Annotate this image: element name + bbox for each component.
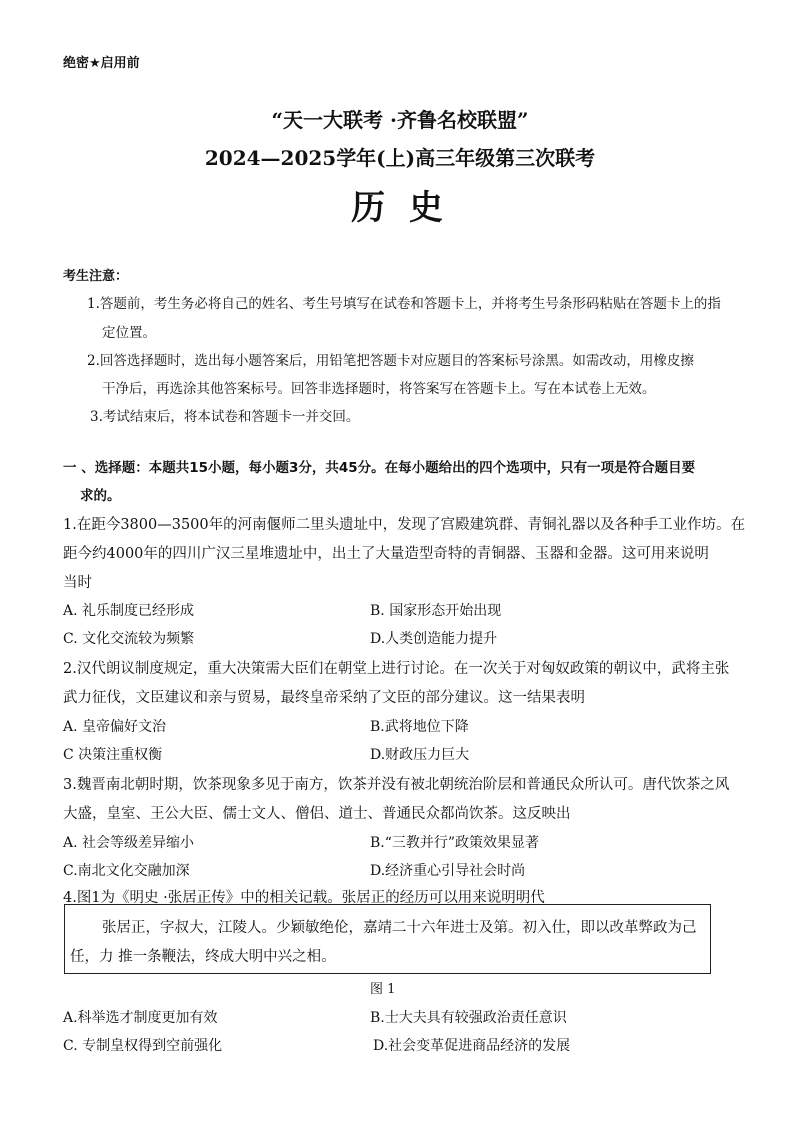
notice-item-3: 3.考试结束后，将本试卷和答题卡一并交回。 [90,409,360,425]
question-4-option-a[interactable]: A.科举选才制度更加有效 [63,1010,218,1026]
question-1-option-b[interactable]: B. 国家形态开始出现 [370,603,502,619]
question-4-stem: 4.图1为《明史 ·张居正传》中的相关记载。张居正的经历可以用来说明明代 [63,890,545,906]
question-1-stem: 1.在距今3800—3500年的河南偃师二里头遗址中，发现了宫殿建筑群、青铜礼器以及各种手工业作坊。在 [63,517,746,533]
source-quote-line-1: 张居正，字叔大，江陵人。少颖敏绝伦，嘉靖二十六年进士及第。初入仕，即以改革弊政为己 [102,920,697,936]
notice-item-1: 1.答题前，考生务必将自己的姓名、考生号填写在试卷和答题卡上，并将考生号条形码粘贴在答题卡上的指 [87,296,721,312]
notice-item-1-cont: 定位置。 [102,325,156,341]
question-3-option-b[interactable]: B.“三教并行”政策效果显著 [370,835,540,851]
secret-label: 绝密★启用前 [63,56,140,71]
subject-title: 历 史 [351,188,449,228]
notice-item-2: 2.回答选择题时，选出每小题答案后，用铅笔把答题卡对应题目的答案标号涂黑。如需改动，用橡皮擦 [87,353,694,369]
question-4-option-b[interactable]: B.士大夫具有较强政治责任意识 [370,1010,567,1026]
question-1-stem-line-2: 距今约4000年的四川广汉三星堆遗址中，出土了大量造型奇特的青铜器、玉器和金器。这可用来说明 [63,546,709,562]
question-2-option-d[interactable]: D.财政压力巨大 [370,747,470,763]
question-2-stem: 2.汉代朗议制度规定，重大决策需大臣们在朝堂上进行讨论。在一次关于对匈奴政策的朝议中，武将主张 [63,661,730,677]
question-4-option-d[interactable]: D.社会变革促进商品经济的发展 [373,1038,571,1054]
question-1-option-d[interactable]: D.人类创造能力提升 [370,631,498,647]
figure-caption: 图 1 [370,982,396,997]
question-3-stem-line-2: 大盛，皇室、王公大臣、儒士文人、僧侣、道士、普通民众都尚饮茶。这反映出 [63,806,571,822]
source-quote-line-2: 任，力 推一条鞭法，终成大明中兴之相。 [70,949,336,965]
section-heading-cont: 求的。 [80,488,121,504]
question-3-option-a[interactable]: A. 社会等级差异缩小 [63,835,195,851]
question-4-option-c[interactable]: C. 专制皇权得到空前强化 [63,1038,223,1054]
question-2-stem-line-2: 武力征伐，文臣建议和亲与贸易，最终皇帝采纳了文臣的部分建议。这一结果表明 [63,690,585,706]
question-2-option-c[interactable]: C 决策注重权衡 [63,747,163,763]
question-3-stem: 3.魏晋南北朝时期，饮茶现象多见于南方，饮茶并没有被北朝统治阶层和普通民众所认可。唐代饮茶之风 [63,777,730,793]
question-2-option-b[interactable]: B.武将地位下降 [370,719,469,735]
exam-title: 2024—2025学年(上)高三年级第三次联考 [204,146,596,170]
notice-heading: 考生注意： [63,269,129,284]
section-heading: 一 、选择题：本题共15小题，每小题3分，共45分。在每小题给出的四个选项中，只有一项是符合题目要 [63,460,696,476]
question-1-option-c[interactable]: C. 文化交流较为频繁 [63,631,195,647]
union-title: “天一大联考 ·齐鲁名校联盟” [271,108,529,132]
question-2-option-a[interactable]: A. 皇帝偏好文治 [63,719,167,735]
question-3-option-c[interactable]: C.南北文化交融加深 [63,863,190,879]
question-3-option-d[interactable]: D.经济重心引导社会时尚 [370,863,526,879]
question-1-option-a[interactable]: A. 礼乐制度已经形成 [63,603,195,619]
question-1-stem-line-3: 当时 [63,575,92,591]
notice-item-2-cont: 干净后，再选涂其他答案标号。回答非选择题时，将答案写在答题卡上。写在本试卷上无效。 [102,381,656,397]
